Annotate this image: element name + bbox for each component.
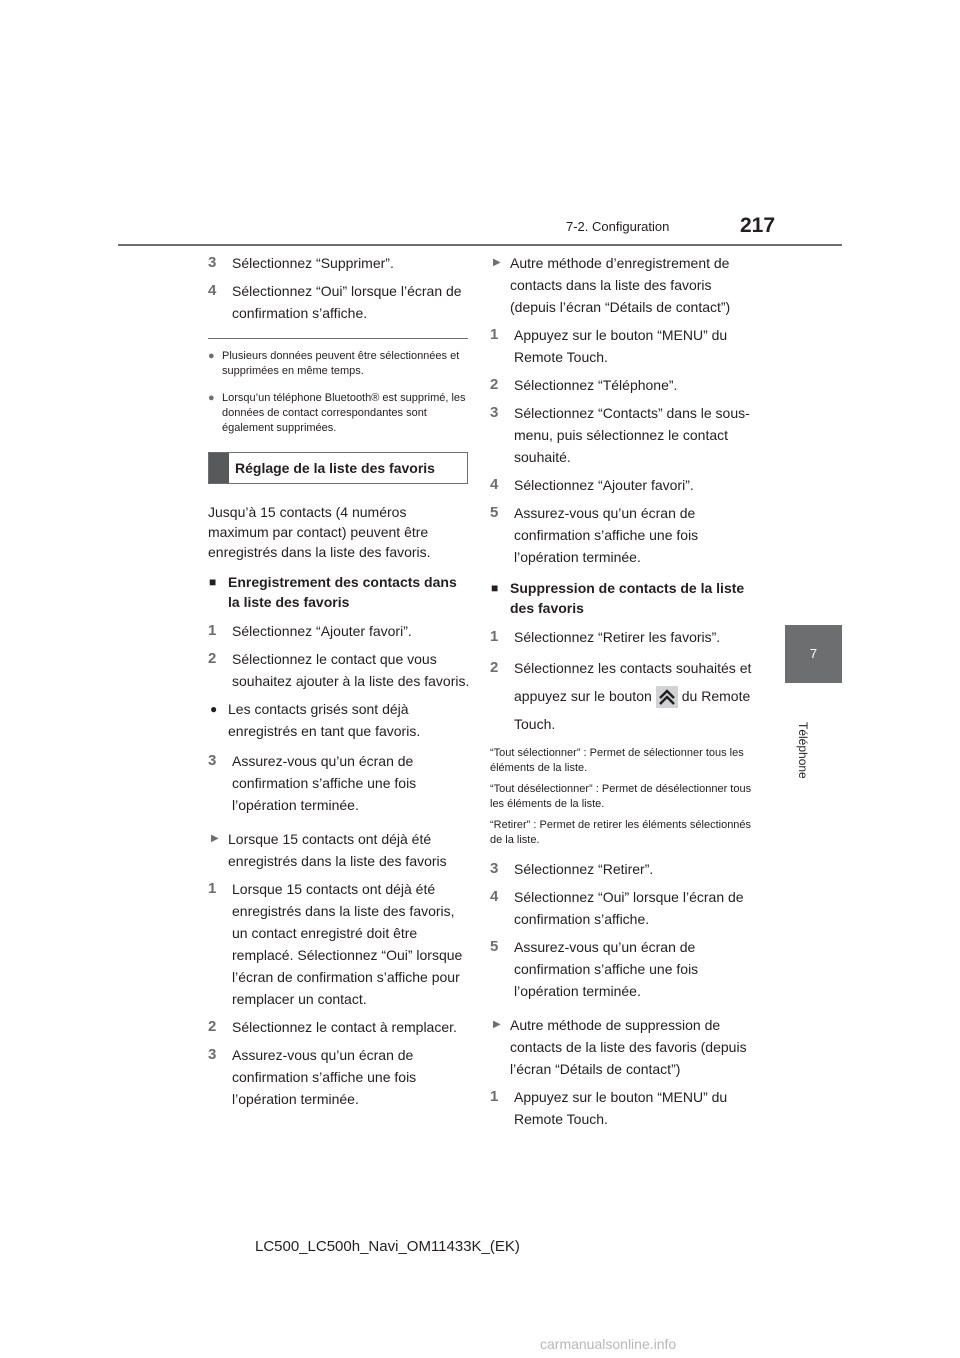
- step-text: Sélectionnez “Retirer”.: [514, 861, 654, 877]
- step-text-continued: du Remote Touch.: [514, 688, 751, 732]
- step-text: Sélectionnez “Ajouter favori”.: [514, 477, 694, 493]
- intro-paragraph: Jusqu’à 15 contacts (4 numéros maximum par contact) peuvent être enregistrés dans la liste des favoris.: [208, 504, 431, 560]
- step-item: [490, 654, 752, 738]
- step-item: [490, 1086, 752, 1130]
- step-text: Sélectionnez “Téléphone”.: [514, 377, 678, 393]
- step-number: 2: [490, 659, 499, 676]
- left-column: [208, 252, 470, 1116]
- chapter-tab: 7: [785, 625, 842, 683]
- step-text: Sélectionnez “Oui” lorsque l’écran de confirmation s’affiche.: [514, 889, 744, 927]
- step-number: 1: [490, 326, 499, 343]
- step-item: [208, 648, 470, 692]
- step-number: 3: [490, 860, 499, 877]
- chapter-tab-label: Téléphone: [796, 722, 810, 779]
- section-title: 7-2. Configuration: [566, 219, 670, 234]
- square-bullet-icon: ■: [209, 575, 217, 589]
- section-box: [208, 452, 468, 484]
- step-item: [208, 252, 470, 274]
- step-text: Sélectionnez “Retirer les favoris”.: [514, 629, 721, 645]
- note-divider: [208, 338, 468, 339]
- double-chevron-up-icon: [656, 686, 678, 708]
- subsection-heading: [490, 578, 752, 618]
- note-bullet-icon: ●: [208, 392, 215, 404]
- step-number: 1: [490, 1088, 499, 1105]
- note-item: [208, 391, 470, 436]
- bullet-icon: ●: [210, 702, 218, 716]
- step-text: Assurez-vous qu’un écran de confirmation s’affiche une fois l’opération terminée.: [514, 939, 699, 999]
- subsection-heading: [208, 572, 470, 612]
- step-item: [490, 374, 752, 396]
- option-note: “Retirer” : Permet de retirer les éléments sélectionnés de la liste.: [490, 819, 752, 846]
- step-text: Sélectionnez le contact à remplacer.: [232, 1019, 457, 1035]
- step-number: 1: [208, 880, 217, 897]
- bullet-text: Les contacts grisés sont déjà enregistrés en tant que favoris.: [228, 701, 421, 739]
- step-item: [208, 1044, 470, 1110]
- heading-text: Enregistrement des contacts dans la liste des favoris: [228, 574, 457, 610]
- option-note: “Tout désélectionner” : Permet de désélectionner tous les éléments de la liste.: [490, 783, 752, 810]
- option-note: “Tout sélectionner” : Permet de sélectionner tous les éléments de la liste.: [490, 747, 744, 774]
- step-text: Sélectionnez les contacts souhaités et appuyez sur le bouton: [514, 660, 752, 704]
- triangle-bullet-icon: ▶: [493, 257, 501, 268]
- section-box-marker: [209, 453, 229, 483]
- step-item: [208, 1016, 470, 1038]
- page-number: 217: [740, 214, 776, 237]
- step-item: [208, 878, 470, 1010]
- document-footer: LC500_LC500h_Navi_OM11433K_(EK): [255, 1238, 520, 1255]
- step-text: Assurez-vous qu’un écran de confirmation s’affiche une fois l’opération terminée.: [232, 753, 417, 813]
- sub-case-heading: [490, 1014, 752, 1080]
- step-number: 1: [490, 628, 499, 645]
- step-number: 3: [208, 752, 217, 769]
- step-text: Assurez-vous qu’un écran de confirmation s’affiche une fois l’opération terminée.: [514, 505, 699, 565]
- note-bullet-icon: ●: [208, 350, 215, 362]
- step-number: 5: [490, 938, 499, 955]
- step-number: 4: [490, 888, 499, 905]
- step-number: 3: [208, 254, 217, 271]
- step-item: [490, 474, 752, 496]
- step-item: [490, 502, 752, 568]
- step-text: Sélectionnez “Ajouter favori”.: [232, 623, 412, 639]
- step-item: [490, 886, 752, 930]
- step-text: Assurez-vous qu’un écran de confirmation s’affiche une fois l’opération terminée.: [232, 1047, 417, 1107]
- triangle-bullet-icon: ▶: [211, 833, 219, 844]
- step-text: Appuyez sur le bouton “MENU” du Remote Touch.: [514, 327, 728, 365]
- note-text: Plusieurs données peuvent être sélectionnées et supprimées en même temps.: [222, 350, 460, 377]
- step-item: [208, 620, 470, 642]
- step-text: Lorsque 15 contacts ont déjà été enregistrés dans la liste des favoris, un contact enregistré doit être remplacé. Sélectionnez “Oui” lorsque l’écran de confirmation s’affiche pour remplacer un contact.: [232, 881, 463, 1007]
- sub-case-text: Lorsque 15 contacts ont déjà été enregistrés dans la liste des favoris: [228, 831, 447, 869]
- step-number: 5: [490, 504, 499, 521]
- step-item: [490, 936, 752, 1002]
- right-column: [490, 252, 752, 1136]
- step-number: 1: [208, 622, 217, 639]
- heading-text: Suppression de contacts de la liste des favoris: [510, 580, 745, 616]
- square-bullet-icon: ■: [491, 581, 499, 595]
- triangle-bullet-icon: ▶: [493, 1019, 501, 1030]
- step-number: 2: [490, 376, 499, 393]
- bullet-item: [208, 698, 470, 742]
- watermark: carmanualsonline.info: [540, 1336, 677, 1352]
- step-number: 3: [208, 1046, 217, 1063]
- step-number: 2: [208, 650, 217, 667]
- step-number: 4: [490, 476, 499, 493]
- step-text: Sélectionnez “Supprimer”.: [232, 255, 394, 271]
- sub-case-text: Autre méthode de suppression de contacts de la liste des favoris (depuis l’écran “Détails de contact”): [510, 1017, 747, 1077]
- step-item: [208, 750, 470, 816]
- step-item: [208, 280, 470, 324]
- step-item: [490, 402, 752, 468]
- step-item: [490, 858, 752, 880]
- header-divider: [118, 244, 842, 246]
- step-text: Sélectionnez “Oui” lorsque l’écran de confirmation s’affiche.: [232, 283, 462, 321]
- step-text: Sélectionnez le contact que vous souhaitez ajouter à la liste des favoris.: [232, 651, 470, 689]
- step-item: [490, 626, 752, 648]
- step-item: [490, 324, 752, 368]
- step-number: 3: [490, 404, 499, 421]
- sub-case-heading: [490, 252, 752, 318]
- sub-case-heading: [208, 828, 470, 872]
- note-item: [208, 349, 470, 379]
- note-text: Lorsqu’un téléphone Bluetooth® est supprimé, les données de contact correspondantes sont également supprimées.: [222, 392, 466, 434]
- sub-case-text: Autre méthode d’enregistrement de contacts dans la liste des favoris (depuis l’écran “Détails de contact”): [510, 255, 731, 315]
- section-box-title: Réglage de la liste des favoris: [235, 460, 435, 476]
- step-number: 4: [208, 282, 217, 299]
- step-text: Appuyez sur le bouton “MENU” du Remote Touch.: [514, 1089, 728, 1127]
- step-number: 2: [208, 1018, 217, 1035]
- step-text: Sélectionnez “Contacts” dans le sous-menu, puis sélectionnez le contact souhaité.: [514, 405, 750, 465]
